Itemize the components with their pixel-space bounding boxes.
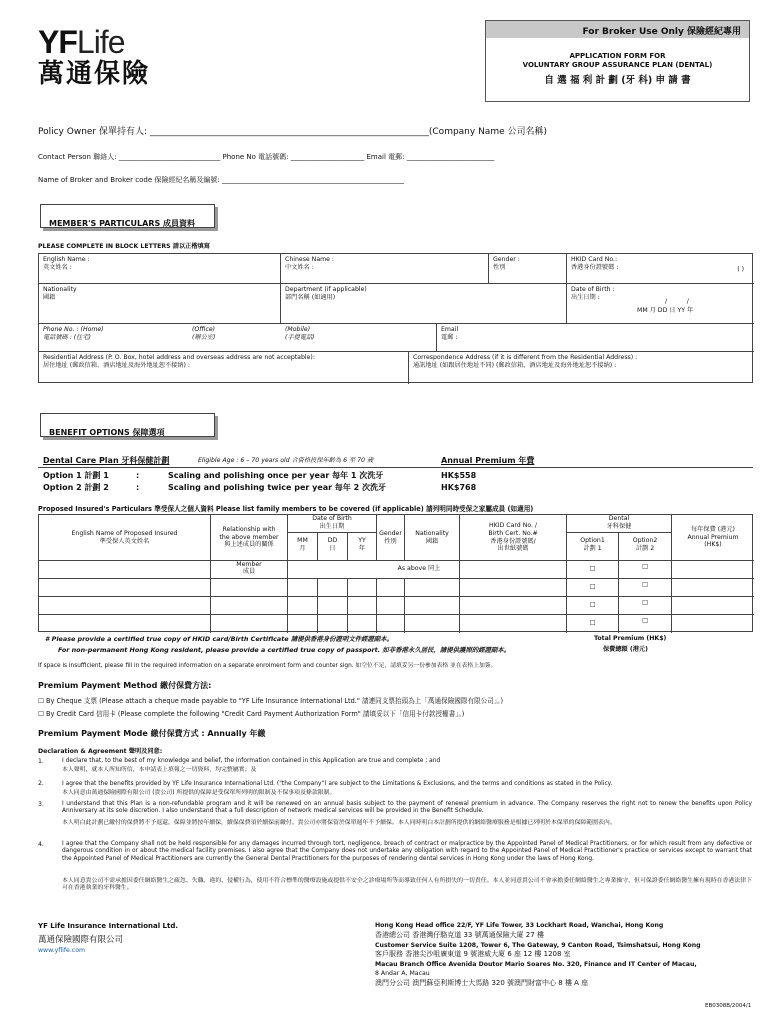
declaration-item-3-en: I understand that this Plan is a non-refundable program and it will be renewed on an annual basis subject to the payment of renewal premium in advance. The Company reserves the right not to renew the benefits upon Policy Anniversary at its sole discretion. I also understand that a full description of network medical services will be provided in the Benefit Schedule. (62, 801, 752, 815)
row-nationality-cell[interactable] (405, 615, 460, 633)
phone-office-label: (Office) (192, 326, 216, 333)
hkid-label: HKID Card No.: (571, 256, 618, 263)
row-option1-checkbox[interactable]: □ (567, 615, 619, 633)
table-row (39, 579, 754, 597)
declaration-item-1-en: I declare that, to the best of my knowledge and belief, the information contained in this Application are true and complete ; and (62, 758, 441, 764)
member-hkid-cell (460, 561, 567, 579)
row-option2-checkbox[interactable]: □ (619, 615, 672, 633)
col-premium-header: 每年保費 (港元) Annual Premium (HK$) (672, 515, 754, 561)
row-gender-cell[interactable] (377, 597, 405, 615)
col-relationship-header: Relationship with the above member 與上述成員的關係 (211, 515, 288, 561)
phone-home-label: Phone No. : (Home) (43, 326, 104, 333)
row-nationality-cell[interactable] (405, 597, 460, 615)
policy-owner-field[interactable]: Policy Owner 保單持有人: ______________________________________________________________(Company Name 公司名稱) (38, 127, 548, 137)
declaration-item-1-num: 1. (38, 758, 44, 765)
hkid-label-cn: 香港身份證號碼 : (571, 263, 619, 271)
logo-yf: YF (38, 24, 77, 60)
declaration-item-3-cn: 本人明白此計劃已繳付的保費將不予退還，保障並將按年續保，續保保費須於續保前繳付。貴公司亦將保留於保單週年不予續保。本人同時明白本計劃所提供的網絡醫療服務是根據已列明於本保單的保障範圍表內。 (62, 820, 616, 826)
correspondence-address-cell[interactable] (409, 352, 754, 384)
english-name-cell[interactable] (39, 254, 281, 284)
english-name-label: English Name : (43, 256, 90, 263)
dob-label: Date of Birth : (571, 286, 615, 293)
row-name-cell[interactable] (39, 597, 211, 615)
chinese-name-label-cn: 中文姓名 : (285, 263, 314, 271)
row-dd-cell[interactable] (318, 615, 348, 633)
dob-slashes: / / (665, 298, 689, 305)
footer-company-cn: 萬通保險國際有限公司 (38, 935, 124, 945)
gender-label: Gender : (493, 256, 520, 263)
dob-label-cn: 出生日期 : (571, 293, 600, 301)
broker-use-box (485, 20, 750, 102)
declaration-item-2-en: I agree that the benefits provided by YF Life Insurance International Ltd. ("the Company") are subject to the Limitations & Exclusions, and the terms and conditions as stated in the Policy. (62, 781, 613, 787)
row-gender-cell[interactable] (377, 579, 405, 597)
declaration-item-4-cn: 本人同意貴公司不需承擔因委任網絡醫生之疏忽、失職、違約、侵權行為，使用不符合標準的醫療設施或提供不安全之診療場所等而導致任何人有所損失的一切責任。本人並同意貴公司不會承擔委任網絡醫生之專業操守，但可保證委任網絡醫生擁有現時在香港法律下可在香港執業的牙科醫生。 (62, 878, 752, 892)
logo-life: Life (76, 24, 125, 60)
table-row (39, 615, 754, 633)
member-grid (38, 253, 753, 383)
row-option2-checkbox[interactable]: □ (619, 597, 672, 615)
declaration-item-4-num: 4. (38, 841, 44, 848)
row-relationship-cell[interactable] (211, 615, 288, 633)
col-option2-header: Option2 計劃 2 (619, 533, 672, 561)
annual-premium-header: Annual Premium 年費 (441, 456, 535, 465)
row-relationship-cell[interactable] (211, 597, 288, 615)
phone-mobile-label: (Mobile) (285, 326, 311, 333)
row-hkid-cell[interactable] (460, 579, 567, 597)
department-label-cn: 部門名稱 (如適用) (285, 293, 336, 301)
hk-head-office-en: Hong Kong Head office 22/F, YF Life Tower, 33 Lockhart Road, Wanchai, Hong Kong (375, 922, 664, 929)
member-relationship: Member 成員 (211, 561, 288, 579)
col-dental-header: Dental 牙科保健 (567, 515, 672, 533)
option1-colon: : (136, 471, 140, 480)
residential-address-cell[interactable] (39, 352, 409, 384)
row-name-cell[interactable] (39, 579, 211, 597)
chinese-name-cell[interactable] (281, 254, 489, 284)
hkid-check-digit: ( ) (737, 266, 744, 273)
macau-branch-cn: 澳門分公司 澳門蘇亞利斯博士大馬路 320 號澳門財富中心 8 樓 A 座 (375, 978, 589, 987)
option2-colon: : (136, 483, 140, 492)
logo-chinese: 萬通保險 (38, 59, 151, 89)
members-section-title: MEMBER'S PARTICULARS 成員資料 (49, 219, 196, 228)
nationality-label-cn: 國籍 (43, 293, 56, 301)
col-mm-header: MM 月 (288, 533, 318, 561)
macau-branch-en-2: 8 Andar A, Macau (375, 969, 430, 977)
row-option1-checkbox[interactable]: □ (567, 597, 619, 615)
col-yy-header: YY 年 (348, 533, 377, 561)
chinese-name-label: Chinese Name : (285, 256, 334, 263)
email-label: Email (441, 326, 459, 333)
department-label: Department (if applicable) (285, 286, 367, 293)
form-title-cn: 自 選 福 利 計 劃 (牙 科) 申 請 書 (544, 75, 691, 87)
english-name-label-cn: 英文姓名 : (43, 263, 72, 271)
footer-website-link[interactable]: www.yflife.com (38, 947, 86, 954)
row-option1-checkbox[interactable]: □ (567, 579, 619, 597)
declaration-title: Declaration & Agreement 聲明及同意: (38, 748, 163, 755)
insured-caption: Proposed Insured's Particulars 準受保人之個人資料 Please list family members to be covered (if applicable) 請列明同時受保之家屬成員 (如適用) (38, 505, 534, 513)
row-option2-checkbox[interactable]: □ (619, 579, 672, 597)
phone-cell[interactable] (39, 324, 437, 352)
phone-mobile-label-cn: (手提電話) (285, 333, 315, 341)
pay-by-cheque-option[interactable]: ☐ By Cheque 支票 (Please attach a cheque made payable to "YF Life Insurance International Ltd." 請連同支票抬頭為上「萬通保險國際有限公司」。) (38, 697, 504, 705)
declaration-item-4-en: I agree that the Company shall not be held responsible for any damages incurred through tort, negligence, breach of contract or malpractice by the Appointed Panel of Medical Practitioners, or for which result from any defective or dangerous condition in or about the medical facility premises. I also agree that the Company does not undertake any obligation with regard to the Appointed Panel of Medical Practitioner's practice or services except to warrant that the Appointed Panel of Medical Practitioners are currently the General Dental Practitioners for the purposes of rendering dental services in Hong Kong under the laws of Hong Kong. (62, 841, 752, 862)
dental-plan-label: Dental Care Plan 牙科保健計劃 (43, 456, 170, 465)
row-hkid-cell[interactable] (460, 597, 567, 615)
footer-hk-head-office (375, 922, 755, 987)
space-insufficient-note: If space is insufficient, please fill in the required information on a separate enrolment form and counter sign. 如空位不足，請填妥另一份參加表格 並在表格上加簽。 (38, 663, 497, 669)
benefit-section-title: BENEFIT OPTIONS 保障選項 (49, 428, 165, 437)
gender-cell[interactable] (489, 254, 567, 284)
members-section-tab (40, 204, 215, 228)
member-name-cell[interactable] (39, 561, 211, 579)
phone-office-label-cn: (辦公室) (192, 333, 216, 341)
hkid-copy-note: # Please provide a certified true copy of HKID card/Birth Certificate 請提供香港身份證明文件經證副本。 (45, 635, 394, 643)
email-label-cn: 電郵 : (441, 333, 458, 341)
row-mm-cell[interactable] (288, 615, 318, 633)
col-dd-header: DD 日 (318, 533, 348, 561)
col-dob-header: Date of Birth 出生日期 (288, 515, 377, 533)
dob-format: MM 月 DD 日 YY 年 (637, 307, 694, 314)
nationality-cell[interactable] (39, 284, 281, 324)
customer-service-en: Customer Service Suite 1208, Tower 6, The Gateway, 9 Canton Road, Tsimshatsui, Hong Kong (375, 941, 701, 949)
company-logo (38, 26, 208, 88)
col-nationality-header: Nationality 國籍 (405, 515, 460, 561)
member-option2-checkbox[interactable]: □ (619, 561, 672, 579)
row-yy-cell[interactable] (348, 579, 377, 597)
residential-address-label-cn: 居住地址 (郵政信箱、酒店地址及海外地址恕不接納) : (43, 361, 190, 369)
declaration-item-2-cn: 本人同意由萬通保險國際有限公司 (貴公司) 所提供的保障是受保單所列明的限制及不保事項及條款限制。 (62, 790, 336, 796)
macau-branch-en: Macau Branch Office Avenida Doutor Mario Soares No. 320, Finance and IT Center of Macau, (375, 961, 697, 968)
declaration-item-3-num: 3. (38, 801, 44, 808)
option2-description: Scaling and polishing twice per year 每年 2 次洗牙 (168, 483, 387, 492)
department-cell[interactable] (281, 284, 567, 324)
nationality-label: Nationality (43, 286, 77, 293)
benefit-options-table (38, 450, 753, 500)
row-dd-cell[interactable] (318, 579, 348, 597)
dob-cell[interactable] (567, 284, 754, 324)
option2-name: Option 2 計劃 2 (43, 483, 109, 492)
block-letters-instruction: PLEASE COMPLETE IN BLOCK LETTERS 請以正楷填寫 (38, 243, 210, 250)
member-option1-checkbox[interactable]: □ (567, 561, 619, 579)
email-cell[interactable] (437, 324, 754, 352)
table-row (39, 597, 754, 615)
form-title-line1: APPLICATION FORM FOR (569, 52, 666, 60)
col-name-header: English Name of Proposed Insured 準受保人英文姓名 (39, 515, 211, 561)
hk-head-office-cn: 香港總公司 香港灣仔駱克道 33 號萬通保險大廈 27 樓 (375, 930, 544, 939)
customer-service-cn: 客戶服務 香港尖沙咀廣東道 9 號港威大廈 6 座 12 樓 1208 室 (375, 950, 571, 959)
correspondence-address-label-cn: 通訊地址 (如跟居住地址不同) (郵政信箱、酒店地址及海外地址恕不接納) : (413, 361, 617, 369)
correspondence-address-label: Correspondence Address (if it is different from the Residential Address) : (413, 354, 638, 361)
row-gender-cell[interactable] (377, 615, 405, 633)
insured-table (38, 514, 753, 632)
table-row-member (39, 561, 754, 579)
row-dd-cell[interactable] (318, 597, 348, 615)
row-yy-cell[interactable] (348, 615, 377, 633)
row-relationship-cell[interactable] (211, 579, 288, 597)
form-title-line2: VOLUNTARY GROUP ASSURANCE PLAN (DENTAL) (522, 61, 713, 70)
row-mm-cell[interactable] (288, 579, 318, 597)
total-premium-label: Total Premium (HK$) (594, 635, 667, 642)
benefit-section-tab (40, 413, 215, 437)
col-option1-header: Option1 計劃 1 (567, 533, 619, 561)
row-name-cell[interactable] (39, 615, 211, 633)
option1-name: Option 1 計劃 1 (43, 471, 109, 480)
hkid-cell[interactable] (567, 254, 754, 284)
residential-address-label: Residential Address (P. O. Box, hotel address and overseas address are not acceptable): (43, 354, 315, 361)
eligible-age: Eligible Age : 6 – 70 years old 合資格投保年齡為 6 至 70 歲 (198, 457, 374, 464)
payment-mode: Premium Payment Mode 繳付保費方式 : Annually 年繳 (38, 729, 266, 738)
pay-by-credit-card-option[interactable]: ☐ By Credit Card 信用卡 (Please complete the following "Credit Card Payment Authorization Form" 請填妥以下「信用卡付款授權書」。) (38, 710, 465, 718)
member-nationality: As above 同上 (397, 565, 441, 572)
broker-use-header: For Broker Use Only 保險經紀專用 (486, 21, 749, 38)
row-mm-cell[interactable] (288, 597, 318, 615)
contact-person-field[interactable]: Contact Person 聯絡人: _____________________________ Phone No 電話號碼: _____________________ Email 電郵: _________________________ (38, 153, 495, 161)
form-code: EB0308B/2004/1 (705, 1003, 752, 1009)
option2-premium: HK$768 (441, 483, 477, 492)
col-gender-header: Gender 性別 (377, 515, 405, 561)
option1-description: Scaling and polishing once per year 每年 1 次洗牙 (168, 471, 384, 480)
passport-copy-note: For non-permanent Hong Kong resident, please provide a certified true copy of passport. 如非香港永久居民，請提供護照的經證副本。 (58, 646, 511, 654)
col-hkid-header: HKID Card No. / Birth Cert. No.# 香港身份證號碼/ 出世紙號碼 (460, 515, 567, 561)
gender-label-cn: 性別 (493, 263, 506, 271)
declaration-item-1-cn: 本人聲明，就本人所知所信，本申請表上填報之一切資料，均完整屬實；及 (62, 767, 257, 773)
row-yy-cell[interactable] (348, 597, 377, 615)
payment-method-title: Premium Payment Method 繳付保費方法: (38, 681, 212, 690)
phone-home-label-cn: 電話號碼 : (住宅) (43, 333, 91, 341)
row-hkid-cell[interactable] (460, 615, 567, 633)
declaration-item-2-num: 2. (38, 780, 44, 787)
total-premium-label-cn: 保費總額 (港元) (603, 646, 648, 653)
option1-premium: HK$558 (441, 471, 477, 480)
footer-company-en: YF Life Insurance International Ltd. (38, 922, 179, 930)
broker-name-field[interactable]: Name of Broker and Broker code 保險經紀名稱及編號: ____________________________________________________ (38, 176, 404, 184)
row-nationality-cell[interactable] (405, 579, 460, 597)
